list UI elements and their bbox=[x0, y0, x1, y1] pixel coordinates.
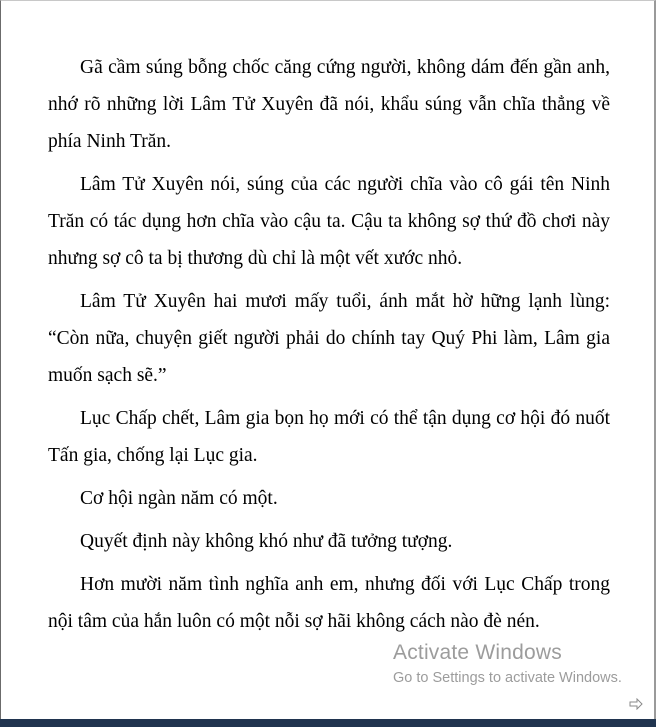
activation-watermark bbox=[393, 639, 622, 689]
arrow-right-icon[interactable] bbox=[629, 698, 643, 710]
paragraph-3: Lâm Tử Xuyên hai mươi mấy tuổi, ánh mắt hờ hững lạnh lùng: “Còn nữa, chuyện giết người phải do chính tay Quý Phi làm, Lâm gia muốn sạch sẽ.” bbox=[48, 291, 610, 386]
paragraph-4: Lục Chấp chết, Lâm gia bọn họ mới có thể tận dụng cơ hội đó nuốt Tấn gia, chống lại Lục gia. bbox=[48, 408, 610, 466]
watermark-title: Activate Windows bbox=[393, 641, 562, 664]
watermark-subtitle: Go to Settings to activate Windows. bbox=[393, 670, 622, 686]
paragraph-2: Lâm Tử Xuyên nói, súng của các người chĩa vào cô gái tên Ninh Trăn có tác dụng hơn chĩa vào cậu ta. Cậu ta không sợ thứ đồ chơi này nhưng sợ cô ta bị thương dù chỉ là một vết xước nhỏ. bbox=[48, 174, 610, 269]
paragraph-6: Quyết định này không khó như đã tưởng tượng. bbox=[80, 531, 453, 552]
paragraph-1: Gã cầm súng bỗng chốc căng cứng người, không dám đến gần anh, nhớ rõ những lời Lâm Tử Xuyên đã nói, khẩu súng vẫn chĩa thẳng về phía Ninh Trăn. bbox=[48, 57, 610, 152]
taskbar-strip bbox=[0, 719, 656, 727]
paragraph-5: Cơ hội ngàn năm có một. bbox=[80, 488, 278, 509]
paragraph-7: Hơn mười năm tình nghĩa anh em, nhưng đối với Lục Chấp trong nội tâm của hắn luôn có một nỗi sợ hãi không cách nào đè nén. bbox=[48, 574, 610, 632]
document-body bbox=[48, 49, 610, 646]
